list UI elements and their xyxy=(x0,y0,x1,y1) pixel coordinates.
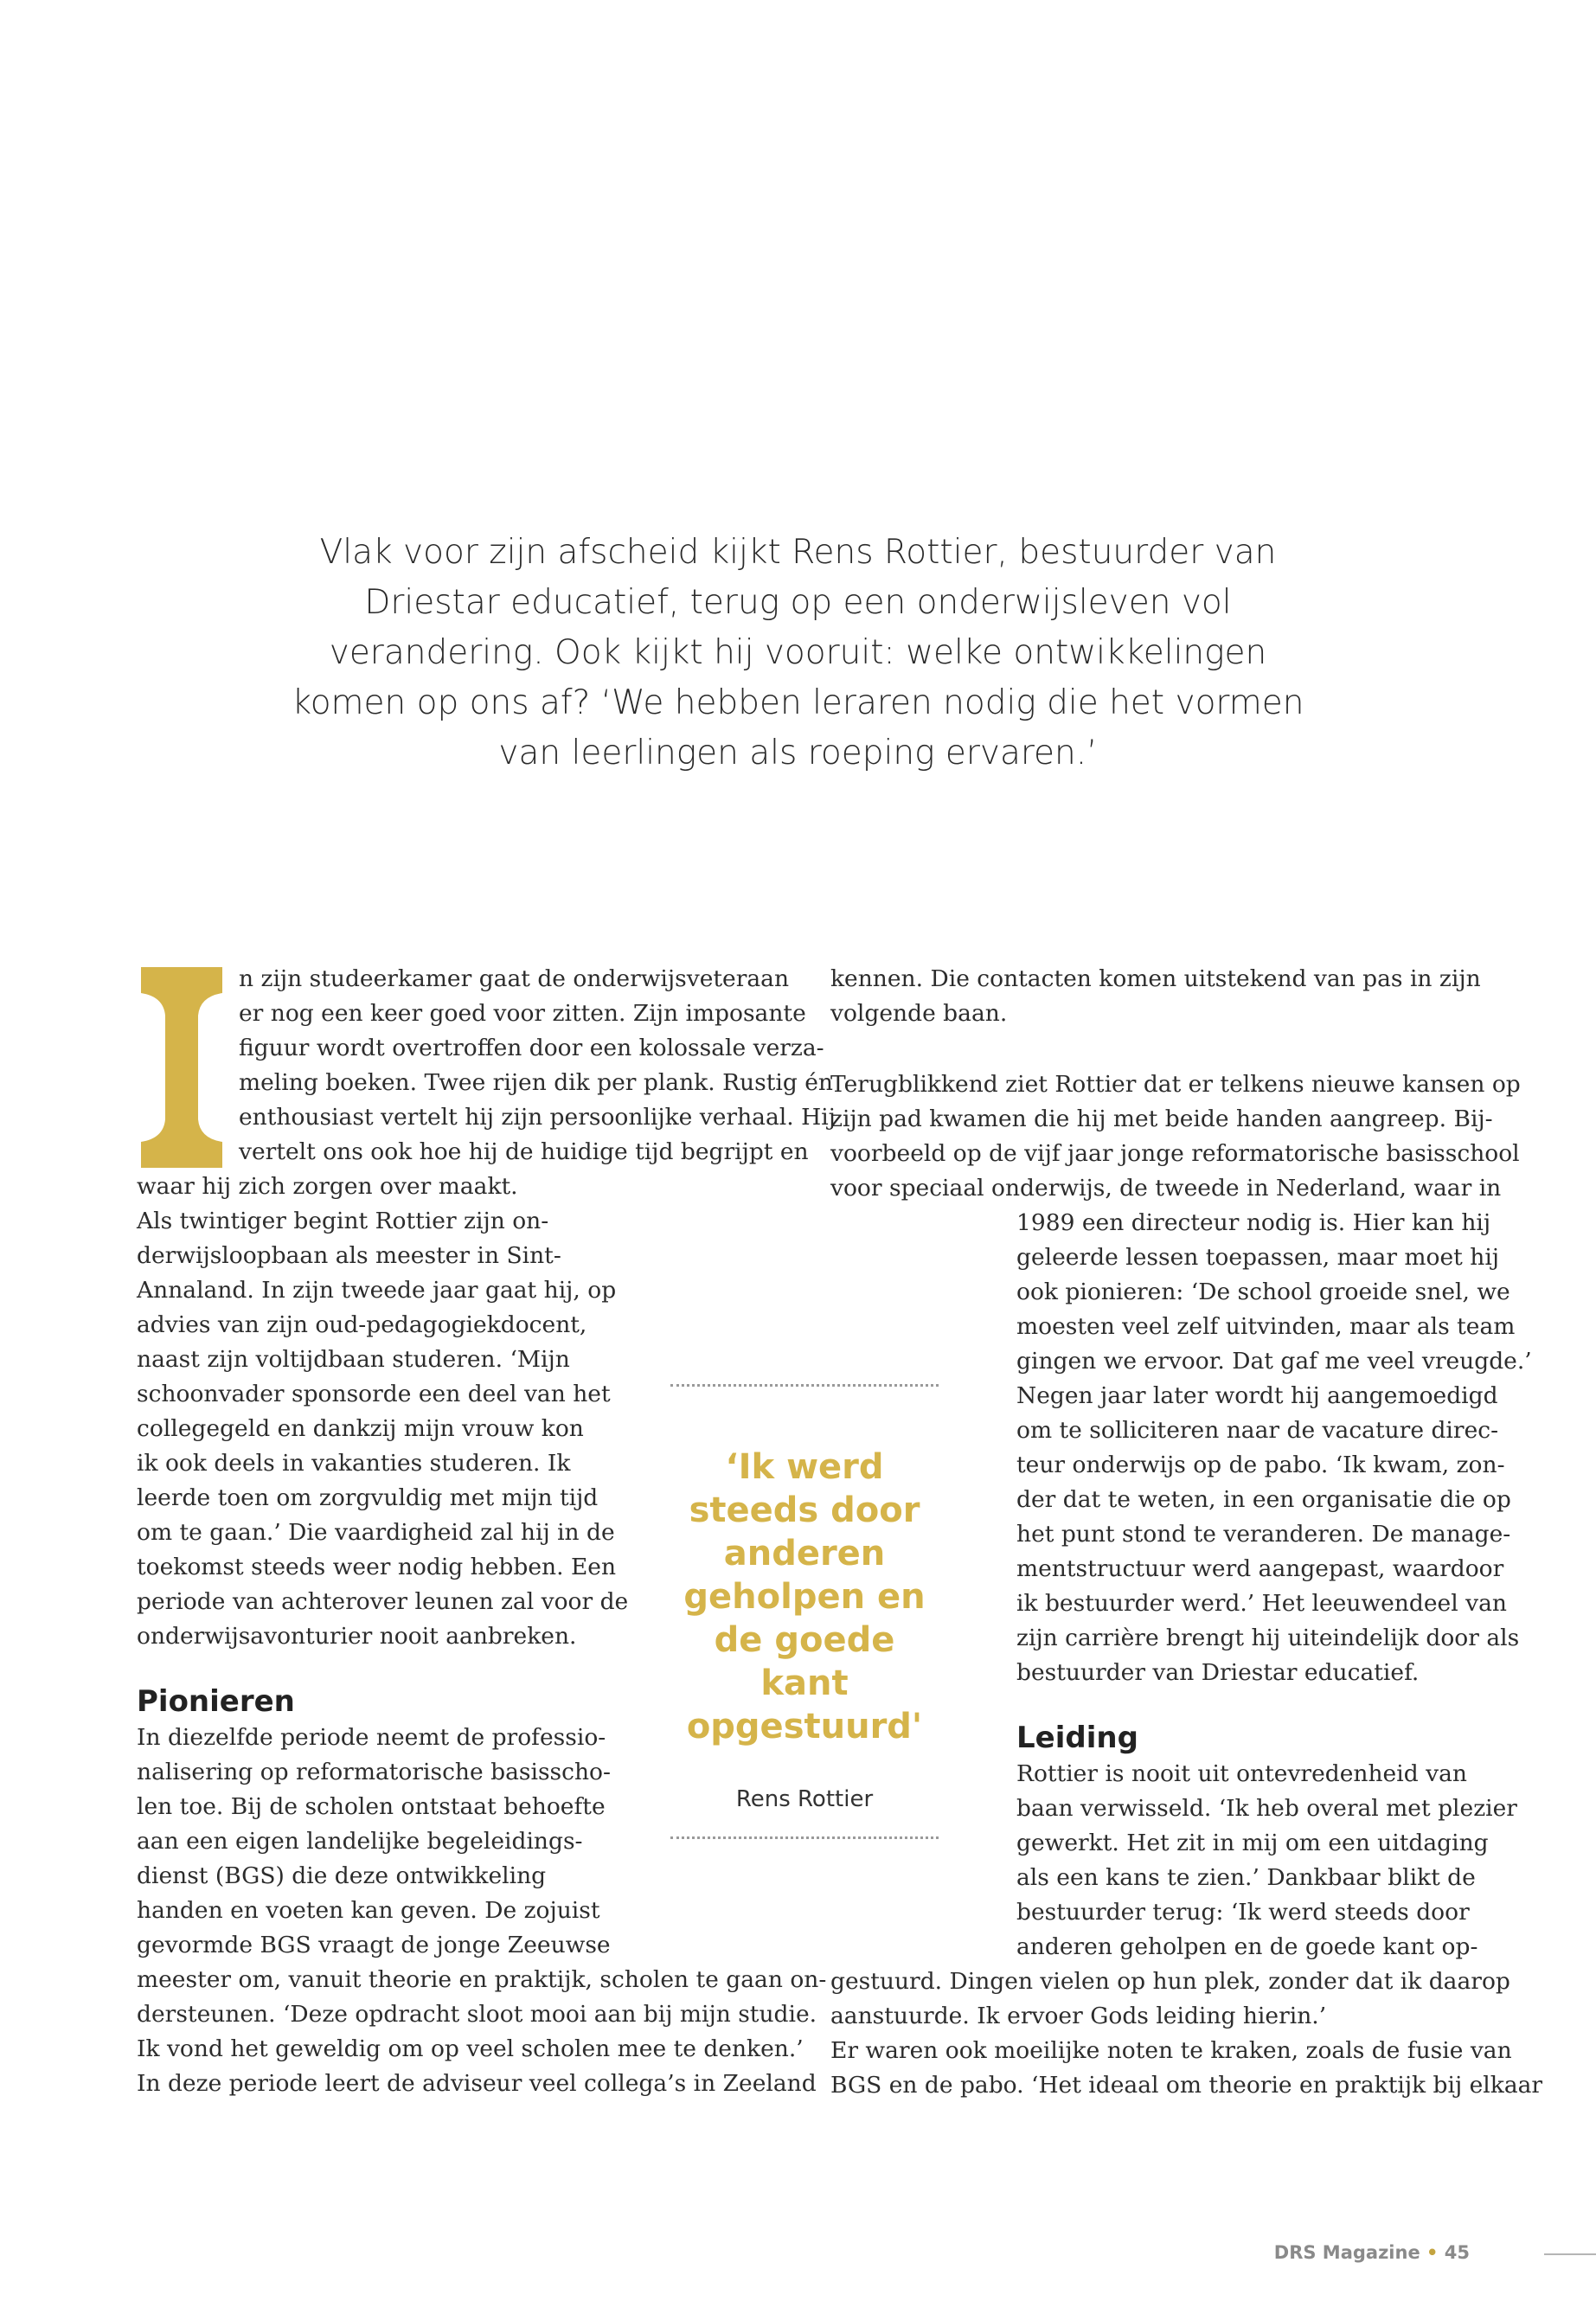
text-line: handen en voeten kan geven. De zojuist xyxy=(137,1897,600,1924)
text-line: nalisering op reformatorische basisscho- xyxy=(137,1759,611,1785)
text-line: bestuurder terug: ‘Ik werd steeds door xyxy=(1016,1899,1470,1926)
right-column xyxy=(830,962,1543,2103)
text-line: Ik vond het geweldig om op veel scholen mee te denken.’ xyxy=(137,2035,804,2062)
text-line: advies van zijn oud-pedagogiekdocent, xyxy=(137,1311,587,1338)
text-line: zijn pad kwamen die hij met beide handen aangreep. Bij- xyxy=(830,1106,1493,1132)
text-line: figuur wordt overtroffen door een kolossale verza- xyxy=(239,1035,824,1061)
paragraph-kennen xyxy=(830,962,1514,1031)
text-line: Negen jaar later wordt hij aangemoedigd xyxy=(1016,1382,1498,1409)
text-line: gestuurd. Dingen vielen op hun plek, zonder dat ik daarop xyxy=(830,1968,1510,1995)
text-line: volgende baan. xyxy=(830,1000,1008,1027)
text-line: er nog een keer goed voor zitten. Zijn imposante xyxy=(239,1000,806,1027)
text-line: leerde toen om zorgvuldig met mijn tijd xyxy=(137,1484,599,1511)
text-line: aan een eigen landelijke begeleidings- xyxy=(137,1828,583,1855)
text-line: collegegeld en dankzij mijn vrouw kon xyxy=(137,1415,584,1442)
text-line: als een kans te zien.’ Dankbaar blikt de xyxy=(1016,1864,1476,1891)
text-line: derwijsloopbaan als meester in Sint- xyxy=(137,1242,561,1269)
text-line: Er waren ook moeilijke noten te kraken, zoals de fusie van xyxy=(830,2037,1512,2064)
text-line: kennen. Die contacten komen uitstekend van pas in zijn xyxy=(830,965,1481,992)
text-line: periode van achterover leunen zal voor de xyxy=(137,1588,629,1615)
pull-quote-author: Rens Rottier xyxy=(735,1786,874,1812)
text-line: Rottier is nooit uit ontevredenheid van xyxy=(1016,1760,1467,1787)
paragraph-terugblikkend xyxy=(830,1067,1532,1690)
text-line: voor speciaal onderwijs, de tweede in Nederland, waar in xyxy=(830,1175,1502,1202)
page-footer xyxy=(1273,2242,1557,2272)
text-line: der dat te weten, in een organisatie die op xyxy=(1016,1486,1511,1513)
intro-lead: Vlak voor zijn afscheid kijkt Rens Rottier, bestuurder van Driestar educatief, terug op een onderwijsleven vol verandering. Ook kijkt hij vooruit: welke ontwikkelingen komen op ons af? ‘We hebben leraren nodig die het vormen van leerlingen als roeping ervaren.’ xyxy=(292,533,1304,772)
text-line: geleerde lessen toepassen, maar moet hij xyxy=(1016,1244,1500,1271)
paragraph-leiding xyxy=(830,1757,1543,2103)
text-line: vertelt ons ook hoe hij de huidige tijd begrijpt en xyxy=(239,1138,809,1165)
text-line: om te solliciteren naar de vacature direc- xyxy=(1016,1417,1499,1444)
text-line: mentstructuur werd aangepast, waardoor xyxy=(1016,1555,1504,1582)
pull-quote-text: ‘Ik werd steeds door anderen geholpen en de goede kant opgestuurd' xyxy=(683,1447,926,1747)
text-line: moesten veel zelf uitvinden, maar als team xyxy=(1016,1313,1516,1340)
text-line: 1989 een directeur nodig is. Hier kan hij xyxy=(1016,1209,1491,1236)
text-line: gewerkt. Het zit in mij om een uitdaging xyxy=(1016,1830,1489,1856)
text-line: om te gaan.’ Die vaardigheid zal hij in de xyxy=(137,1519,615,1546)
text-line: dienst (BGS) die deze ontwikkeling xyxy=(137,1862,547,1889)
text-line: waar hij zich zorgen over maakt. xyxy=(137,1173,518,1200)
text-line: BGS en de pabo. ‘Het ideaal om theorie en praktijk bij elkaar xyxy=(830,2072,1543,2099)
section-heading-leiding: Leiding xyxy=(1016,1721,1138,1755)
text-line: schoonvader sponsorde een deel van het xyxy=(137,1381,611,1407)
text-line: In diezelfde periode neemt de professio- xyxy=(137,1724,606,1751)
text-line: dersteunen. ‘Deze opdracht sloot mooi aan bij mijn studie. xyxy=(137,2001,817,2028)
footer-bullet: • xyxy=(1426,2242,1439,2263)
section-heading-pionieren: Pionieren xyxy=(137,1684,295,1719)
text-line: n zijn studeerkamer gaat de onderwijsveteraan xyxy=(239,965,790,992)
text-line: Als twintiger begint Rottier zijn on- xyxy=(137,1208,549,1234)
text-line: Annaland. In zijn tweede jaar gaat hij, op xyxy=(137,1277,617,1304)
text-line: teur onderwijs op de pabo. ‘Ik kwam, zon- xyxy=(1016,1452,1505,1478)
text-line: Terugblikkend ziet Rottier dat er telkens nieuwe kansen op xyxy=(830,1071,1521,1098)
text-line: gevormde BGS vraagt de jonge Zeeuwse xyxy=(137,1932,611,1958)
text-line: gingen we ervoor. Dat gaf me veel vreugde.’ xyxy=(1016,1348,1532,1375)
paragraph-opening xyxy=(137,962,836,1204)
text-line: zijn carrière brengt hij uiteindelijk door als xyxy=(1016,1625,1520,1651)
text-line: In deze periode leert de adviseur veel collega’s in Zeeland xyxy=(137,2070,817,2097)
text-line: naast zijn voltijdbaan studeren. ‘Mijn xyxy=(137,1346,570,1373)
text-line: enthousiast vertelt hij zijn persoonlijke verhaal. Hij xyxy=(239,1104,836,1131)
text-line: aanstuurde. Ik ervoer Gods leiding hierin.’ xyxy=(830,2003,1327,2029)
text-line: baan verwisseld. ‘Ik heb overal met plezier xyxy=(1016,1795,1517,1822)
page-number: 45 xyxy=(1444,2242,1470,2263)
footer-rule xyxy=(1544,2253,1596,2255)
text-line: ik ook deels in vakanties studeren. Ik xyxy=(137,1450,571,1477)
magazine-name: DRS Magazine xyxy=(1273,2242,1420,2263)
text-line: het punt stond te veranderen. De manage- xyxy=(1016,1521,1511,1548)
text-line: ook pionieren: ‘De school groeide snel, we xyxy=(1016,1279,1510,1305)
text-line: bestuurder van Driestar educatief. xyxy=(1016,1659,1420,1686)
text-line: toekomst steeds weer nodig hebben. Een xyxy=(137,1554,617,1580)
text-line: anderen geholpen en de goede kant op- xyxy=(1016,1933,1478,1960)
text-line: voorbeeld op de vijf jaar jonge reformatorische basisschool xyxy=(830,1140,1520,1167)
text-line: onderwijsavonturier nooit aanbreken. xyxy=(137,1623,577,1650)
text-line: meester om, vanuit theorie en praktijk, scholen te gaan on- xyxy=(137,1966,827,1993)
text-line: meling boeken. Twee rijen dik per plank. Rustig én xyxy=(239,1069,833,1096)
text-line: len toe. Bij de scholen ontstaat behoefte xyxy=(137,1793,606,1820)
text-line: ik bestuurder werd.’ Het leeuwendeel van xyxy=(1016,1590,1507,1617)
